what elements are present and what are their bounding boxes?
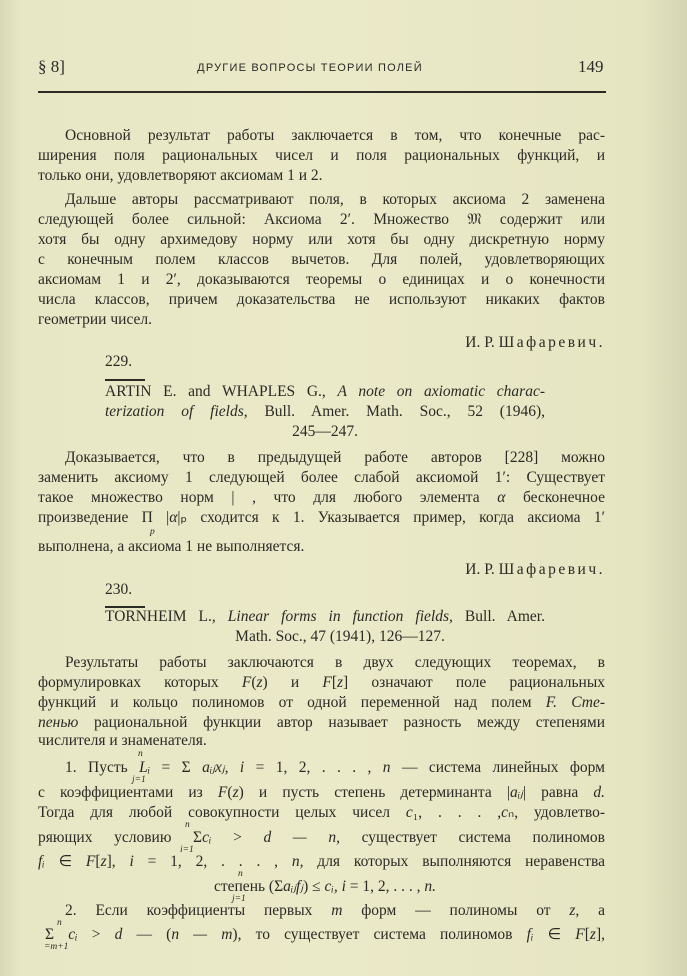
entry-229-underline <box>105 379 145 381</box>
italic-text-run: F <box>85 853 96 870</box>
text-run: | равна <box>522 784 594 801</box>
paragraph-line <box>38 490 605 506</box>
italic-text-run: c <box>501 804 509 821</box>
italic-text-run: n. <box>424 878 436 895</box>
italic-text-run: m <box>331 902 343 919</box>
italic-text-run: Linear forms in function fields, <box>227 608 453 625</box>
text-run: Bull. Amer. <box>452 608 545 625</box>
italic-text-run: d — n, <box>263 829 340 846</box>
summation-limit: i=1 <box>180 845 194 855</box>
paragraph-line <box>38 312 605 328</box>
italic-text-run: aᵢⱼ <box>509 784 523 801</box>
paragraph-line <box>65 192 605 208</box>
paragraph-line <box>38 252 605 268</box>
text-run: ( <box>227 784 233 801</box>
italic-text-run: F <box>322 674 332 691</box>
text-run: 229. <box>105 353 133 370</box>
text-run: = Σ <box>150 759 203 776</box>
text-run: 2. Если коэффициенты первых <box>65 902 332 919</box>
italic-text-run: пенью <box>38 714 79 731</box>
reference-line <box>105 404 545 420</box>
italic-text-run: n, <box>291 853 304 870</box>
italic-text-run: Lᵢ <box>139 759 151 776</box>
text-run: аксиомам 1 и 2′, доказываются теоремы о единицах и о конечности <box>38 271 605 288</box>
italic-text-run: cᵢ, i <box>324 878 346 895</box>
text-run: ) и пусть степень детерминанта | <box>238 784 510 801</box>
paragraph-line <box>38 510 605 526</box>
text-run: бесконечное <box>505 489 605 506</box>
reference-line <box>105 384 545 400</box>
italic-text-run: z <box>256 674 263 691</box>
italic-text-run: z, <box>569 902 580 919</box>
text-run: ) и <box>262 674 323 691</box>
italic-text-run: d <box>114 926 123 943</box>
italic-text-run: cᵢ <box>202 829 212 846</box>
text-run: [ <box>331 674 337 691</box>
text-run: ), то существует система полиномов <box>232 926 527 943</box>
text-run: Результаты работы заключаются в двух следующих теоремах, в <box>65 654 605 671</box>
summation-limit: p <box>150 527 155 537</box>
text-run: [ <box>584 926 590 943</box>
italic-text-run: α <box>169 509 178 526</box>
italic-text-run: d. <box>593 784 606 801</box>
paragraph-line <box>65 128 605 144</box>
text-run: функций и кольцо полиномов от одной переменной над полем <box>38 694 546 711</box>
italic-text-run: c <box>405 804 413 821</box>
text-run: [ <box>95 853 101 870</box>
italic-text-run: α <box>497 489 506 506</box>
text-run: ∈ <box>533 926 576 943</box>
text-run: форм — полиномы от <box>342 902 570 919</box>
summation-limit: n <box>185 820 190 830</box>
text-run: 245—247. <box>292 423 358 440</box>
italic-text-run: z <box>589 926 596 943</box>
summation-limit: j=1 <box>132 775 146 785</box>
reference-line <box>200 629 480 645</box>
italic-text-run: z <box>232 784 239 801</box>
reviewer-signature <box>38 562 605 578</box>
text-run: степень (Σ <box>213 878 284 895</box>
text-run: ₙ, удовлетво- <box>508 804 606 821</box>
paragraph-line <box>65 903 605 919</box>
italic-text-run: n — m <box>171 926 233 943</box>
text-run: ₁, . . . , <box>412 804 502 821</box>
summation-limit: n <box>138 749 143 759</box>
paragraph-line <box>38 854 605 870</box>
italic-text-run: fᵢ <box>38 853 45 870</box>
paragraph-line <box>38 675 605 691</box>
text-run: ], <box>106 853 130 870</box>
reviewer-signature <box>38 335 605 351</box>
page-number: 149 <box>578 57 604 76</box>
paragraph-line <box>38 539 605 555</box>
text-run: с коэффициентами из <box>38 784 218 801</box>
text-run: хотя бы одну архимедову норму или хотя бы одну дискретную норму <box>38 231 605 248</box>
text-run: только они, удовлетворяют аксиомам 1 и 2. <box>38 167 323 184</box>
section-label: § 8] <box>38 57 65 76</box>
italic-text-run: n <box>382 759 391 776</box>
text-run: существует система полиномов <box>339 829 605 846</box>
header-rule <box>38 91 606 93</box>
text-run: ширения поля рациональных чисел и поля рациональных функций, и <box>38 147 605 164</box>
text-run: с конечным полем классов вычетов. Для полей, удовлетворяющих <box>38 251 605 268</box>
text-run: числа классов, причем доказательства не используют никаких фактов <box>38 291 605 308</box>
text-run: следующей более сильной: Аксиома 2′. Множество 𝔐 содержит или <box>38 211 605 228</box>
spaced-surname: Шафаревич. <box>498 561 605 578</box>
paragraph-line <box>38 470 605 486</box>
summation-limit: n <box>238 869 243 879</box>
text-run: ∈ <box>44 853 86 870</box>
paragraph-line <box>38 695 605 711</box>
text-run: такое множество норм | , что для любого элемента <box>38 489 498 506</box>
text-run: — система линейных форм <box>390 759 605 776</box>
italic-text-run: cᵢ <box>68 926 78 943</box>
text-run: для которых выполняются неравенства <box>303 853 605 870</box>
summation-limit: =m+1 <box>44 942 69 952</box>
entry-number <box>105 582 300 598</box>
spaced-surname: Шафаревич. <box>498 334 605 351</box>
paragraph-line <box>38 168 605 184</box>
summation-limit: n <box>57 918 62 928</box>
paragraph-line <box>38 232 605 248</box>
text-run: формулировках которых <box>38 674 242 691</box>
text-run: геометрии чисел. <box>38 311 153 328</box>
text-run: = 1, 2, . . . , <box>133 853 292 870</box>
italic-text-run: i <box>129 853 134 870</box>
text-run: рациональной функции автор называет разность между степенями <box>78 714 605 731</box>
italic-text-run: fᵢ <box>526 926 534 943</box>
text-run: > <box>77 926 115 943</box>
formula-line <box>38 830 605 846</box>
text-run: ) ≤ <box>303 878 325 895</box>
text-run: ] означают поле рациональных <box>343 674 605 691</box>
reference-line <box>105 609 545 625</box>
paragraph-line <box>65 450 605 466</box>
display-formula <box>160 879 490 895</box>
reference-line <box>105 424 545 440</box>
text-run: Доказывается, что в предыдущей работе авторов [228] можно <box>65 449 605 466</box>
italic-text-run: z <box>337 674 344 691</box>
paragraph-line <box>38 785 605 801</box>
text-run: числителя и знаменателя. <box>38 732 207 749</box>
text-run: ( <box>251 674 257 691</box>
text-run: выполнена, а аксиома 1 не выполняется. <box>38 538 305 555</box>
text-run: И. Р. <box>465 561 499 578</box>
text-run: = 1, 2, . . . , <box>244 759 383 776</box>
text-run: |ₚ сходится к 1. Указывается пример, когда аксиома 1′ <box>177 509 605 526</box>
paragraph-line <box>38 715 605 731</box>
italic-text-run: F <box>241 674 252 691</box>
paragraph-line <box>38 733 605 749</box>
formula-line <box>65 760 605 776</box>
text-run: Bull. Amer. Math. Soc., 52 (1946), <box>247 403 545 420</box>
text-run: Тогда для любой совокупности целых чисел <box>38 804 406 821</box>
paragraph-line <box>65 655 605 671</box>
running-head-title: ДРУГИЕ ВОПРОСЫ ТЕОРИИ ПОЛЕЙ <box>197 62 423 74</box>
italic-text-run: aᵢⱼfⱼ <box>283 878 304 895</box>
paragraph-line <box>38 272 605 288</box>
formula-line <box>45 927 605 943</box>
paragraph-line <box>38 805 605 821</box>
text-run: Основной результат работы заключается в том, что конечные рас- <box>65 127 605 144</box>
paragraph-line <box>38 148 605 164</box>
italic-text-run: A note on axiomatic charac- <box>337 383 545 400</box>
italic-text-run: F. Сте- <box>545 694 605 711</box>
italic-text-run: F <box>575 926 585 943</box>
italic-text-run: F <box>217 784 228 801</box>
paragraph-line <box>38 292 605 308</box>
text-run: 230. <box>105 581 133 598</box>
text-run: TORNHEIM L., <box>105 608 228 625</box>
text-run: 1. Пусть <box>65 759 140 776</box>
summation-limit: j=1 <box>232 894 246 904</box>
italic-text-run: aᵢⱼxⱼ, i <box>202 759 245 776</box>
text-run: И. Р. <box>465 334 499 351</box>
text-run: = 1, 2, . . . , <box>345 878 425 895</box>
text-run: а <box>579 902 605 919</box>
text-run: заменить аксиому 1 следующей более слабой аксиомой 1′: Существует <box>38 469 605 486</box>
text-run: > <box>211 829 264 846</box>
text-run: ], <box>595 926 605 943</box>
text-run: произведение Π | <box>38 509 170 526</box>
text-run: Дальше авторы рассматривают поля, в которых аксиома 2 заменена <box>65 191 605 208</box>
italic-text-run: terization of fields, <box>105 403 248 420</box>
paragraph-line <box>38 212 605 228</box>
text-run: ARTIN E. and WHAPLES G., <box>105 383 338 400</box>
entry-number <box>105 354 300 370</box>
text-run: Math. Soc., 47 (1941), 126—127. <box>235 628 445 645</box>
text-run: ряющих условию Σ <box>38 829 203 846</box>
text-run: — ( <box>122 926 172 943</box>
text-run: Σ <box>45 926 69 943</box>
italic-text-run: z <box>100 853 107 870</box>
